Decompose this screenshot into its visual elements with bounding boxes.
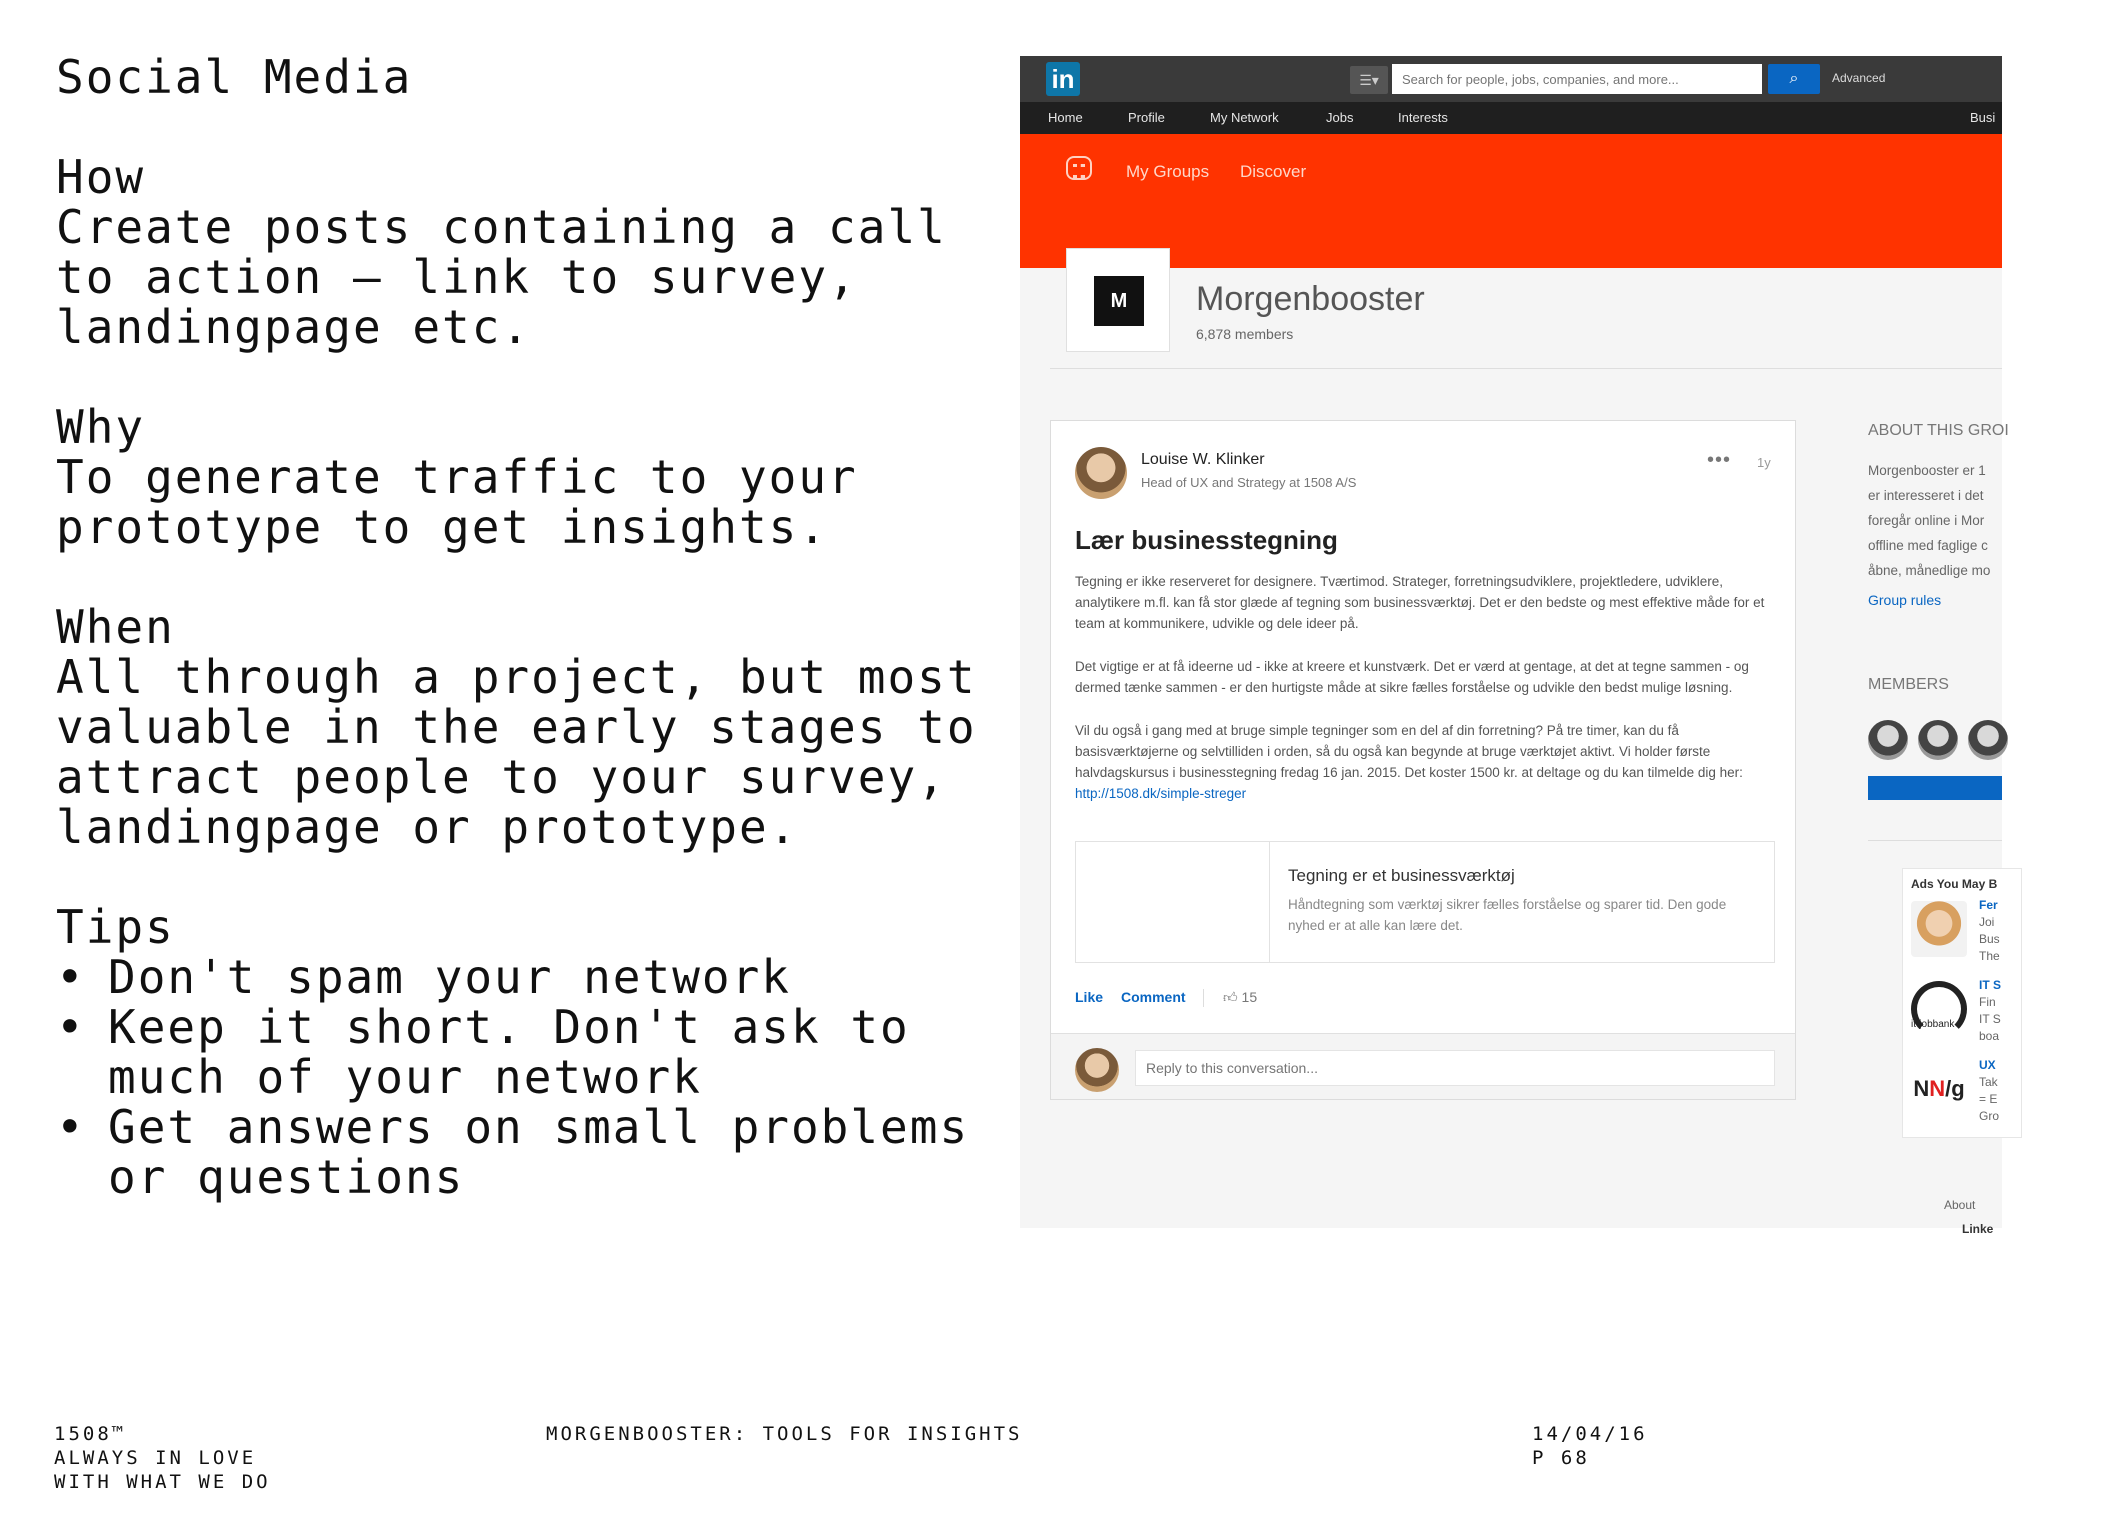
why-text: To generate traffic to your prototype to get insights. bbox=[56, 450, 858, 554]
brand-name: 1508™ bbox=[54, 1423, 127, 1445]
it-jobbank-label: it-jobbank bbox=[1911, 1019, 1955, 1030]
advanced-search-link[interactable]: Advanced bbox=[1832, 71, 1886, 85]
ad-text: Joi bbox=[1979, 915, 1995, 929]
group-name[interactable]: Morgenbooster bbox=[1196, 280, 1425, 318]
post-body bbox=[1075, 571, 1775, 826]
linkedin-screenshot bbox=[1020, 56, 2009, 1236]
tips-heading: Tips bbox=[56, 900, 175, 954]
nng-logo-part: /g bbox=[1945, 1076, 1965, 1101]
group-logo[interactable]: M bbox=[1094, 276, 1144, 326]
tip-item: • Keep it short. Don't ask to much of your network bbox=[56, 1002, 1016, 1102]
action-divider bbox=[1203, 989, 1204, 1007]
divider bbox=[1050, 368, 2002, 369]
search-button[interactable] bbox=[1768, 64, 1820, 94]
ad-text: = E bbox=[1979, 1092, 1998, 1106]
brand-tagline-1: ALWAYS IN LOVE bbox=[54, 1447, 257, 1469]
search-type-menu-icon[interactable]: ☰▾ bbox=[1350, 66, 1388, 94]
how-section bbox=[56, 152, 1016, 352]
tips-list bbox=[56, 952, 1016, 1202]
about-group-heading: ABOUT THIS GROI bbox=[1868, 422, 2009, 439]
more-options-icon[interactable]: ••• bbox=[1707, 449, 1732, 471]
main-nav bbox=[1020, 102, 2002, 134]
preview-description: Håndtegning som værktøj sikrer fælles forståelse og sparer tid. Den gode nyhed er at alle kan lære det. bbox=[1288, 897, 1727, 933]
ad-headline[interactable]: Fer bbox=[1979, 898, 1998, 912]
like-button[interactable]: Like bbox=[1075, 989, 1104, 1005]
why-section bbox=[56, 402, 1016, 552]
how-text: Create posts containing a call to action – link to survey, landingpage etc. bbox=[56, 200, 947, 354]
linkedin-logo-icon[interactable]: in bbox=[1046, 62, 1080, 96]
nng-logo-part: N bbox=[1913, 1076, 1930, 1101]
group-logo-frame bbox=[1066, 248, 1170, 352]
nav-business[interactable]: Busi bbox=[1970, 110, 1996, 125]
divider bbox=[1868, 840, 2002, 841]
how-heading: How bbox=[56, 150, 146, 204]
footer-brand bbox=[54, 1422, 271, 1494]
nav-profile[interactable]: Profile bbox=[1128, 110, 1165, 125]
link-preview-card[interactable] bbox=[1075, 841, 1775, 963]
ad-text: Tak bbox=[1979, 1075, 1998, 1089]
about-line: åbne, månedlige mo bbox=[1868, 563, 1991, 578]
group-header bbox=[1020, 268, 2002, 364]
nav-jobs[interactable]: Jobs bbox=[1326, 110, 1354, 125]
nng-logo-part: N bbox=[1929, 1076, 1946, 1101]
nav-interests[interactable]: Interests bbox=[1398, 110, 1448, 125]
about-line: foregår online i Mor bbox=[1868, 513, 1985, 528]
footer-date: 14/04/16 bbox=[1532, 1423, 1648, 1445]
join-group-button[interactable] bbox=[1868, 776, 2002, 800]
nng-logo-icon[interactable] bbox=[1911, 1061, 1967, 1117]
members-heading: MEMBERS bbox=[1868, 676, 1949, 693]
author-avatar[interactable] bbox=[1075, 447, 1127, 499]
author-name[interactable]: Louise W. Klinker bbox=[1141, 451, 1265, 468]
brand-tagline-2: WITH WHAT WE DO bbox=[54, 1471, 271, 1493]
about-link[interactable]: About bbox=[1944, 1198, 1976, 1212]
ads-panel bbox=[1902, 868, 2022, 1138]
ads-title: Ads You May B bbox=[1911, 877, 1998, 891]
group-member-count[interactable]: 6,878 members bbox=[1196, 326, 1294, 342]
ad-text: IT S bbox=[1979, 1012, 2001, 1026]
nav-my-network[interactable]: My Network bbox=[1210, 110, 1279, 125]
likes-count[interactable] bbox=[1223, 989, 1257, 1006]
ad-image[interactable] bbox=[1911, 901, 1967, 957]
thumbs-up-icon: 👍︎ bbox=[1223, 989, 1238, 1005]
slide-title: Social Media bbox=[56, 50, 413, 104]
comment-button[interactable]: Comment bbox=[1121, 989, 1186, 1005]
group-rules-link[interactable]: Group rules bbox=[1868, 592, 1942, 608]
ad-headline[interactable]: IT S bbox=[1979, 978, 2002, 992]
why-heading: Why bbox=[56, 400, 146, 454]
reply-input[interactable] bbox=[1135, 1050, 1775, 1086]
member-avatar[interactable] bbox=[1968, 720, 2008, 760]
search-input[interactable] bbox=[1392, 64, 1762, 94]
ad-text: Bus bbox=[1979, 932, 2000, 946]
tips-section bbox=[56, 902, 1016, 1202]
preview-title[interactable]: Tegning er et businessværktøj bbox=[1288, 866, 1515, 885]
post-paragraph-text: Vil du også i gang med at bruge simple tegninger som en del af din forretning? På tre timer, kan du få basisværktøjerne og selvtilliden i orden, så du også kan begynde at bruge værktøjet aktivt. Vi holder første halvdagskursus i businesstegning fredag 16 jan. 2015. Det koster 1500 kr. at deltage og du kan tilmelde dig her: bbox=[1075, 723, 1743, 780]
top-bar bbox=[1020, 56, 2002, 102]
groups-icon[interactable] bbox=[1066, 156, 1092, 180]
ad-text: Fin bbox=[1979, 995, 1996, 1009]
ad-text: Gro bbox=[1979, 1109, 2000, 1123]
linkedin-footer-logo: Linke bbox=[1962, 1222, 1994, 1236]
ad-text: The bbox=[1979, 949, 2000, 963]
about-line: Morgenbooster er 1 bbox=[1868, 463, 1986, 478]
post-card bbox=[1050, 420, 1796, 1100]
ad-headline[interactable]: UX bbox=[1979, 1058, 1996, 1072]
post-paragraph: Det vigtige er at få ideerne ud - ikke at kreere et kunstværk. Det er værd at gentage, at det at tegne sammen - og dermed tænke sammen - er den hurtigste måde at sikre fælles forståelse og udvikle den bedst mulige løsning. bbox=[1075, 659, 1749, 695]
tip-item: • Get answers on small problems or questions bbox=[56, 1102, 1016, 1202]
footer-meta bbox=[1532, 1422, 1648, 1470]
member-avatar[interactable] bbox=[1868, 720, 1908, 760]
post-age: 1y bbox=[1757, 455, 1771, 470]
footer-deck-title: MORGENBOOSTER: TOOLS FOR INSIGHTS bbox=[546, 1423, 1023, 1445]
when-text: All through a project, but most valuable in the early stages to attract people to your survey, landingpage or prototype. bbox=[56, 650, 977, 854]
reply-avatar bbox=[1075, 1048, 1119, 1092]
when-heading: When bbox=[56, 600, 175, 654]
post-title[interactable]: Lær businesstegning bbox=[1075, 525, 1338, 555]
post-paragraph: Tegning er ikke reserveret for designere. Tværtimod. Strateger, forretningsudviklere, projektledere, udviklere, analytikere m.fl. kan få stor glæde af tegning som businessværktøj. Det er den bedste og mest effektive måde for et team at kommunikere, udvikle og dele ideer på. bbox=[1075, 574, 1765, 631]
author-title: Head of UX and Strategy at 1508 A/S bbox=[1141, 475, 1357, 490]
discover-link[interactable]: Discover bbox=[1240, 162, 1307, 181]
likes-number: 15 bbox=[1241, 989, 1258, 1005]
ad-text: boa bbox=[1979, 1029, 2000, 1043]
reply-bar bbox=[1051, 1033, 1795, 1099]
about-group-text bbox=[1868, 458, 2128, 583]
footer-page-number: P 68 bbox=[1532, 1447, 1590, 1469]
nav-home[interactable]: Home bbox=[1048, 110, 1083, 125]
post-paragraph bbox=[1075, 720, 1775, 804]
right-sidebar bbox=[1868, 420, 2009, 1236]
about-line: offline med faglige c bbox=[1868, 538, 1988, 553]
my-groups-link[interactable]: My Groups bbox=[1126, 162, 1210, 181]
when-section bbox=[56, 602, 1016, 852]
tip-item: • Don't spam your network bbox=[56, 952, 1016, 1002]
member-avatar[interactable] bbox=[1918, 720, 1958, 760]
slide-text bbox=[56, 52, 1016, 1252]
post-link[interactable]: http://1508.dk/simple-streger bbox=[1075, 786, 1247, 801]
search-icon: ⌕ bbox=[1789, 70, 1799, 87]
about-line: er interesseret i det bbox=[1868, 488, 1984, 503]
preview-thumbnail bbox=[1076, 842, 1270, 962]
